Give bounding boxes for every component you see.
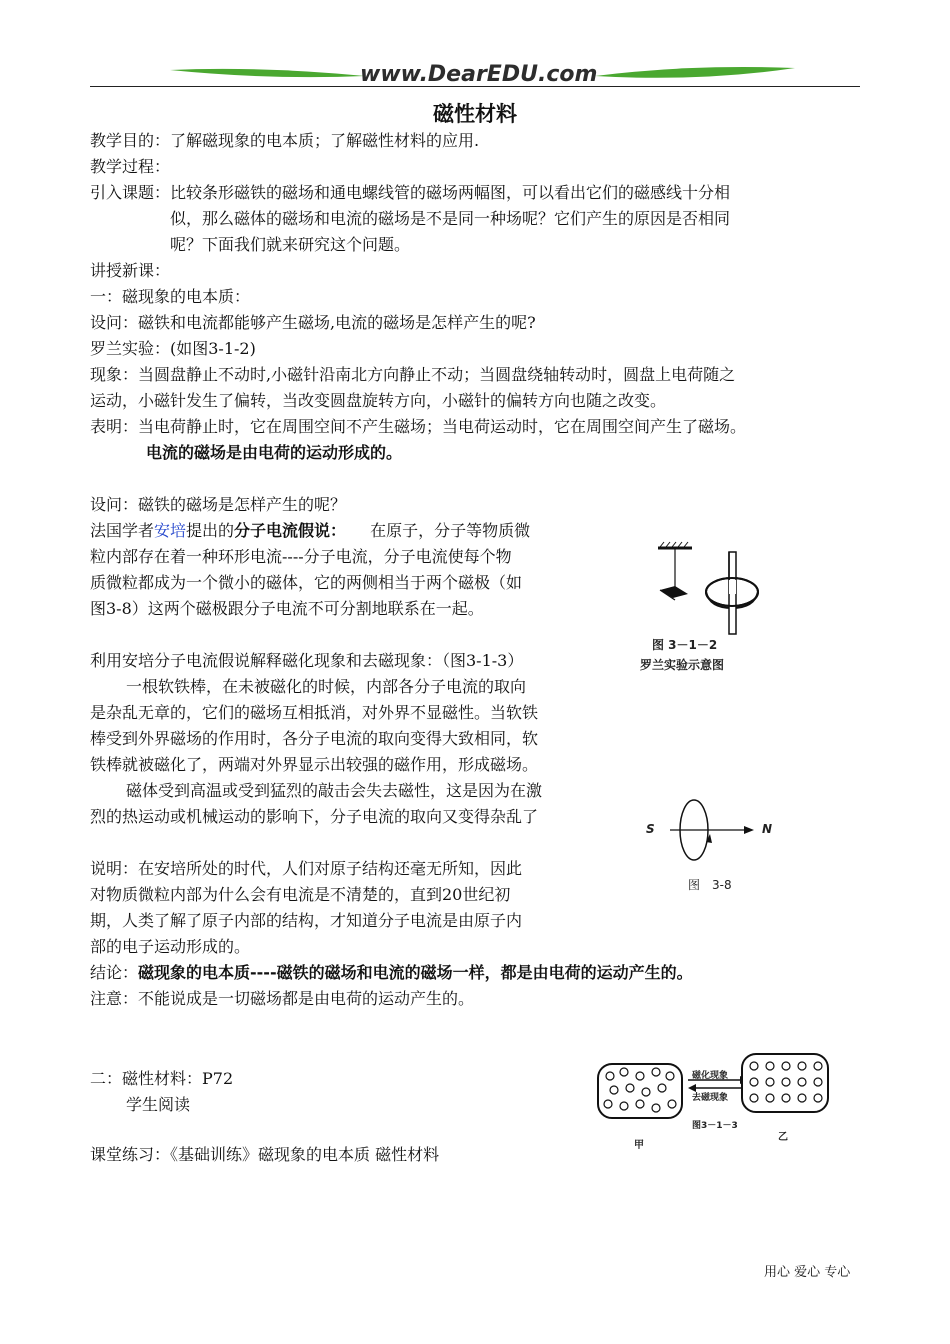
figure-caption: 罗兰实验示意图 xyxy=(640,658,725,672)
demagnetization-label: 去磁现象 xyxy=(692,1093,729,1103)
left-bar-label: 甲 xyxy=(634,1140,644,1151)
text-line: 罗兰实验：(如图3-1-2) xyxy=(90,339,256,358)
text-line: 引入课题：比较条形磁铁的磁场和通电螺线管的磁场两幅图，可以看出它们的磁感线十分相 xyxy=(90,183,731,202)
text-line: 讲授新课： xyxy=(90,261,171,280)
text-line: 课堂练习：《基础训练》磁现象的电本质 磁性材料 xyxy=(90,1145,440,1164)
text-line: 教学目的：了解磁现象的电本质；了解磁性材料的应用. xyxy=(90,131,480,150)
text-line: 部的电子运动形成的。 xyxy=(90,937,251,956)
text-line: 粒内部存在着一种环形电流----分子电流，分子电流使每个物 xyxy=(90,547,512,566)
site-logo-text: www.DearEDU.com xyxy=(360,62,598,87)
conclusion-label: 结论： xyxy=(90,963,139,982)
text-line: 设问：磁铁和电流都能够产生磁场,电流的磁场是怎样产生的呢? xyxy=(90,313,536,332)
text-line: 是杂乱无章的，它们的磁场互相抵消，对外界不显磁性。当软铁 xyxy=(90,703,539,722)
text-line: 图3-8）这两个磁极跟分子电流不可分割地联系在一起。 xyxy=(90,599,484,618)
text-line: 似，那么磁体的磁场和电流的磁场是不是同一种场呢？它们产生的原因是否相同 xyxy=(170,209,731,228)
figure-number: 图 3－1－2 xyxy=(652,638,718,652)
text-span: 法国学者 xyxy=(90,521,155,540)
text-line: 运动，小磁针发生了偏转，当改变圆盘旋转方向，小磁针的偏转方向也随之改变。 xyxy=(90,391,667,410)
magnetization-label: 磁化现象 xyxy=(692,1071,729,1081)
figure-magnetization xyxy=(596,1048,830,1158)
text-line: 棒受到外界磁场的作用时，各分子电流的取向变得大致相同，软 xyxy=(90,729,539,748)
header-rule xyxy=(90,86,860,87)
right-bar-label: 乙 xyxy=(778,1132,788,1143)
conclusion-text: 磁现象的电本质----磁铁的磁场和电流的磁场一样，都是由电荷的运动产生的。 xyxy=(138,963,693,982)
text-line: 注意：不能说成是一切磁场都是由电荷的运动产生的。 xyxy=(90,989,475,1008)
conclusion-line xyxy=(90,960,693,986)
header-banner xyxy=(90,60,860,92)
text-line: 铁棒就被磁化了，两端对外界显示出较强的磁作用，形成磁场。 xyxy=(90,755,539,774)
text-line: 呢？下面我们就来研究这个问题。 xyxy=(170,235,411,254)
text-line: 教学过程： xyxy=(90,157,171,176)
text-line: 学生阅读 xyxy=(126,1095,191,1114)
figure-number: 图 3-8 xyxy=(688,878,732,892)
text-line: 设问：磁铁的磁场是怎样产生的呢？ xyxy=(90,495,347,514)
footer-slogan: 用心 爱心 专心 xyxy=(764,1265,851,1280)
text-line: 表明：当电荷静止时，它在周围空间不产生磁场；当电荷运动时，它在周围空间产生了磁场。 xyxy=(90,417,747,436)
text-line: 烈的热运动或机械运动的影响下，分子电流的取向又变得杂乱了 xyxy=(90,807,539,826)
text-line xyxy=(90,518,530,544)
north-pole-label: N xyxy=(762,822,773,836)
figure-number: 图3－1－3 xyxy=(692,1121,738,1131)
figure-molecular-current xyxy=(640,798,790,898)
section-heading: 一：磁现象的电本质： xyxy=(90,287,251,306)
south-pole-label: S xyxy=(646,822,655,836)
text-line: 磁体受到高温或受到猛烈的敲击会失去磁性，这是因为在激 xyxy=(126,781,543,800)
text-line: 质微粒都成为一个微小的磁体，它的两侧相当于两个磁极（如 xyxy=(90,573,523,592)
text-line: 期，人类了解了原子内部的结构，才知道分子电流是由原子内 xyxy=(90,911,523,930)
text-span: 提出的 xyxy=(186,521,235,540)
text-span: 在原子，分子等物质微 xyxy=(370,521,531,540)
page-title: 磁性材料 xyxy=(433,102,517,126)
emphasis-line: 电流的磁场是由电荷的运动形成的。 xyxy=(146,443,403,462)
text-line: 对物质微粒内部为什么会有电流是不清楚的，直到20世纪初 xyxy=(90,885,511,904)
text-line: 一根软铁棒，在未被磁化的时候，内部各分子电流的取向 xyxy=(126,677,527,696)
rowland-apparatus-drawing xyxy=(640,536,780,636)
ampere-name: 安培 xyxy=(154,521,187,540)
figure-rowland-experiment xyxy=(640,536,780,676)
hypothesis-term: 分子电流假说： xyxy=(234,521,347,540)
section-heading: 二：磁性材料：P72 xyxy=(90,1069,234,1088)
text-line: 利用安培分子电流假说解释磁化现象和去磁现象：（图3-1-3） xyxy=(90,651,524,670)
text-line: 现象：当圆盘静止不动时,小磁针沿南北方向静止不动；当圆盘绕轴转动时，圆盘上电荷随之 xyxy=(90,365,736,384)
text-line: 说明：在安培所处的时代，人们对原子结构还毫无所知，因此 xyxy=(90,859,523,878)
